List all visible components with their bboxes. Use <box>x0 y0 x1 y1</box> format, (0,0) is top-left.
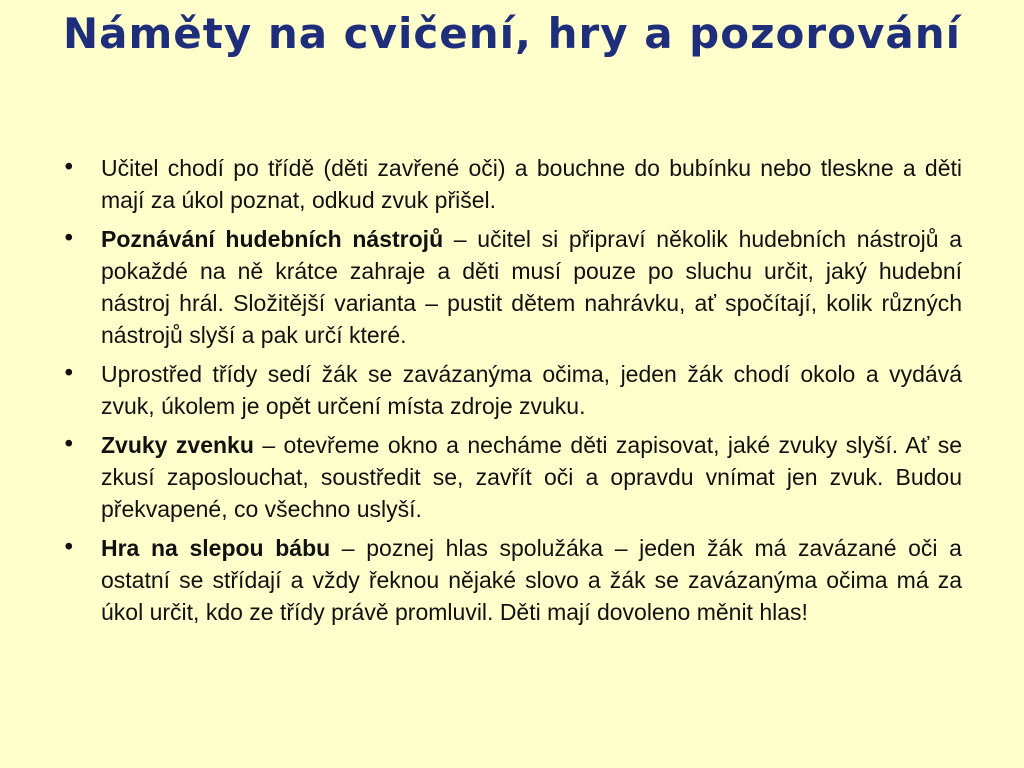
bullet-list <box>62 152 962 635</box>
bullet-bold-5: Hra na slepou bábu <box>101 535 331 561</box>
bullet-text-3: Uprostřed třídy sedí žák se zavázanýma očima, jeden žák chodí okolo a vydává zvuk, úkolem je opět určení místa zdroje zvuku. <box>101 361 962 419</box>
bullet-icon: • <box>62 432 76 458</box>
bullet-icon: • <box>62 535 76 561</box>
bullet-bold-2: Poznávání hudebních nástrojů <box>101 226 444 252</box>
bullet-text-1: Učitel chodí po třídě (děti zavřené oči) a bouchne do bubínku nebo tleskne a děti mají za úkol poznat, odkud zvuk přišel. <box>101 155 962 213</box>
bullet-item-1 <box>62 152 962 216</box>
bullet-icon: • <box>62 226 76 252</box>
bullet-text-2: – učitel si připraví několik hudebních nástrojů a pokaždé na ně krátce zahraje a děti musí pouze po sluchu určit, jaký hudební nástroj hrál. Složitější varianta – pustit dětem nahrávku, ať spočítají, kolik různých nástrojů slyší a pak určí které. <box>101 226 962 348</box>
bullet-item-5 <box>62 532 962 628</box>
bullet-bold-4: Zvuky zvenku <box>101 432 254 458</box>
bullet-item-3 <box>62 358 962 422</box>
bullet-text-5: – poznej hlas spolužáka – jeden žák má zavázané oči a ostatní se střídají a vždy řeknou nějaké slovo a žák se zavázanýma očima má za úkol určit, kdo ze třídy právě promluvil. Děti mají dovoleno měnit hlas! <box>101 535 962 625</box>
bullet-icon: • <box>62 361 76 387</box>
bullet-text-4: – otevřeme okno a necháme děti zapisovat, jaké zvuky slyší. Ať se zkusí zaposlouchat, soustředit se, zavřít oči a opravdu vnímat jen zvuk. Budou překvapené, co všechno uslyší. <box>101 432 962 522</box>
bullet-item-4 <box>62 429 962 525</box>
bullet-icon: • <box>62 155 76 181</box>
slide-title: Náměty na cvičení, hry a pozorování <box>63 9 961 58</box>
bullet-item-2 <box>62 223 962 351</box>
